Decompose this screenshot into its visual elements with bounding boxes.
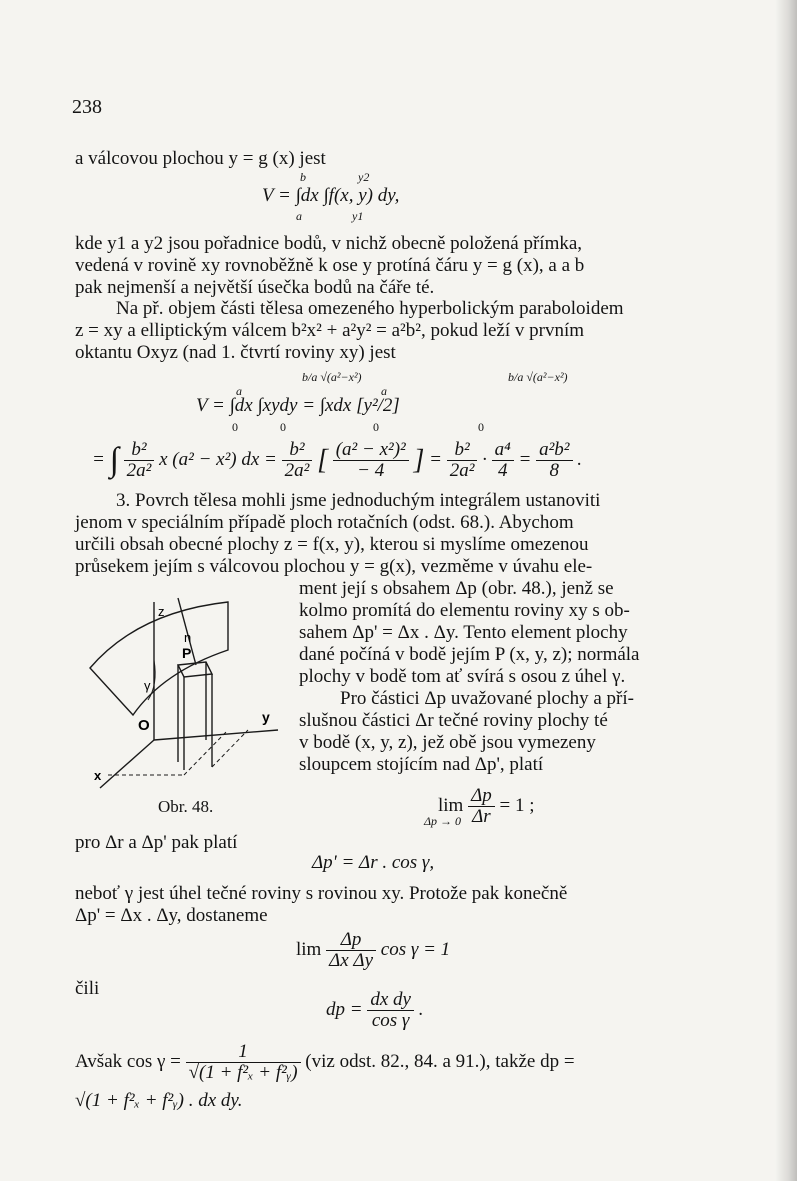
para-3-line-1: 3. Povrch tělesa mohli jsme jednoduchým integrálem ustanoviti [116,490,601,511]
period: . [577,448,582,470]
lim-label: lim [296,938,322,960]
fraction-a4-4 [492,440,514,481]
para-3-narrow-2: kolmo promítá do elementu roviny xy s ob- [299,600,630,621]
formula-2-bracket-upper-limit: b/a √(a²−x²) [508,370,568,384]
label-gamma: γ [144,678,151,693]
fraction-num: b² [447,440,478,461]
page-number: 238 [72,96,102,118]
fraction-den: 2a² [449,460,475,481]
label-y: y [262,709,270,725]
fraction-den: 2a² [126,460,152,481]
differential-equation [326,990,423,1031]
label-n: n [184,630,192,645]
final-prefix: Avšak cos γ = [75,1050,181,1072]
fraction-num: (a² − x²)² [333,440,409,461]
para-4-narrow-2: slušnou částici Δr tečné roviny plochy té [299,710,608,731]
para-1-line-3: pak nejmenší a největší úsečka bodů na čáře té. [75,277,435,298]
para-2-line-2: z = xy a elliptickým válcem b²x² + a²y² = a²b², pokud leží v prvním [75,320,585,341]
para-1-line-2: vedená v rovině xy rovnoběžně k ose y protíná čáru y = g (x), a a b [75,255,585,276]
fraction-den: cos γ [371,1010,410,1031]
para-4-narrow-3: v bodě (x, y, z), jež obě jsou vymezeny [299,732,596,753]
figure-48 [78,590,298,795]
para-5-line-1: neboť γ jest úhel tečné roviny s rovinou xy. Protože pak konečně [75,883,568,904]
para-3-narrow-1: ment její s obsahem Δp (obr. 48.), jenž se [299,578,614,599]
fraction-den: − 4 [357,460,385,481]
lim-label: lim [438,794,464,816]
y-axis [154,730,278,740]
label-z: z [158,604,165,619]
fraction-num: Δp [468,786,495,807]
fraction-den: √(1 + f²ₓ + f²ᵧ) [188,1062,298,1083]
formula-volume-result [92,440,582,481]
formula-1-upper-inner: y2 [358,170,370,184]
label-x: x [94,768,102,783]
limit-subscript: Δp → 0 [424,814,462,828]
x-axis [100,740,154,788]
equals-sign: = [92,448,105,470]
para-3-narrow-3: sahem Δp' = Δx . Δy. Tento element plochy [299,622,628,643]
formula-volume-double-integral: V = ∫dx ∫f(x, y) dy, [262,185,400,206]
equals-sign: = [429,448,442,470]
formula-1-upper-outer: b [300,170,306,184]
fraction-bracket [333,440,409,481]
label-P: P [182,645,192,661]
para-2-line-1: Na př. objem části tělesa omezeného hyperbolickým paraboloidem [116,298,624,319]
fraction-num: 1 [186,1042,301,1063]
cili-word: čili [75,978,100,999]
formula-2-third-upper: a [381,384,387,398]
line-pro: pro Δr a Δp' pak platí [75,832,238,853]
fraction-den: Δr [472,806,491,827]
formula-2-lower-zero-4: 0 [478,420,484,434]
para-2-line-3: oktantu Oxyz (nad 1. čtvrtí roviny xy) jest [75,342,396,363]
fraction-cos-gamma [186,1042,301,1083]
final-suffix: (viz odst. 82., 84. a 91.), takže dp = [305,1050,575,1072]
equation-dp-prime: Δp' = Δr . cos γ, [312,852,435,873]
fraction-a2b2-8 [536,440,572,481]
fraction-dp-dr [468,786,495,827]
formula-volume-example: V = ∫dx ∫xydy = ∫xdx [y²/2] [196,395,400,416]
figure-caption: Obr. 48. [158,797,214,816]
para-3-narrow-5: plochy v bodě tom ať svírá s osou z úhel γ. [299,666,626,687]
integral-sign: ∫ [109,441,119,479]
para-5-line-2: Δp' = Δx . Δy, dostaneme [75,905,268,926]
para-3-line-3: určili obsah obecné plochy z = f(x, y), kterou si myslíme omezenou [75,534,589,555]
para-4-narrow-4: sloupcem stojícím nad Δp', platí [299,754,544,775]
page-edge-shadow [775,0,797,1181]
para-4-narrow-1: Pro částici Δp uvažované plochy a pří- [340,688,634,709]
formula-2-lower-zero-2: 0 [280,420,286,434]
bracket-right: ] [413,444,425,476]
formula-2-lower-zero-1: 0 [232,420,238,434]
fraction-den: 8 [549,460,560,481]
dot-operator: · [482,448,487,470]
fraction-b2-2a2 [124,440,155,481]
para-1-line-1: kde y1 a y2 jsou pořadnice bodů, v nichž obecně položená přímka, [75,233,583,254]
para-3-line-4: průsekem jejím s válcovou plochou y = g(x), vezměme v úvahu ele- [75,556,593,577]
bracket-left: [ [317,444,328,476]
final-line-2: √(1 + f²ₓ + f²ᵧ) . dx dy. [75,1090,243,1111]
fraction-den: 2a² [284,460,310,481]
fraction-num: dx dy [367,990,414,1011]
integrand: x (a² − x²) dx = [159,448,277,470]
fraction-dxdy-cos [367,990,414,1031]
intro-line: a válcovou plochou y = g (x) jest [75,148,326,169]
fraction-num: a²b² [536,440,572,461]
para-3-narrow-4: dané počíná v bodě jejím P (x, y, z); normála [299,644,640,665]
equals-sign: = [518,448,532,470]
fraction-dp-dxdy [326,930,376,971]
limit-rhs: cos γ = 1 [380,938,451,960]
label-O: O [138,717,150,734]
diff-end: . [418,998,424,1020]
diff-lhs: dp = [326,998,363,1020]
limit-cos-equation [296,930,450,971]
fraction-den: Δx Δy [329,950,374,971]
formula-2-outer-upper: a [236,384,242,398]
formula-1-lower-outer: a [296,209,302,223]
para-3-line-2: jenom v speciálním případě ploch rotačních (odst. 68.). Abychom [75,512,574,533]
fraction-num: a⁴ [492,440,514,461]
fraction-num: Δp [326,930,376,951]
formula-2-inner-upper-limit: b/a √(a²−x²) [302,370,362,384]
fraction-b2-2a2-second [282,440,313,481]
fraction-num: b² [124,440,155,461]
limit-rhs: = 1 ; [499,794,535,816]
formula-1-lower-inner: y1 [352,209,364,223]
fraction-b2-2a2-third [447,440,478,481]
final-line-1 [75,1042,575,1083]
formula-2-lower-zero-3: 0 [373,420,379,434]
fraction-num: b² [282,440,313,461]
fraction-den: 4 [497,460,508,481]
